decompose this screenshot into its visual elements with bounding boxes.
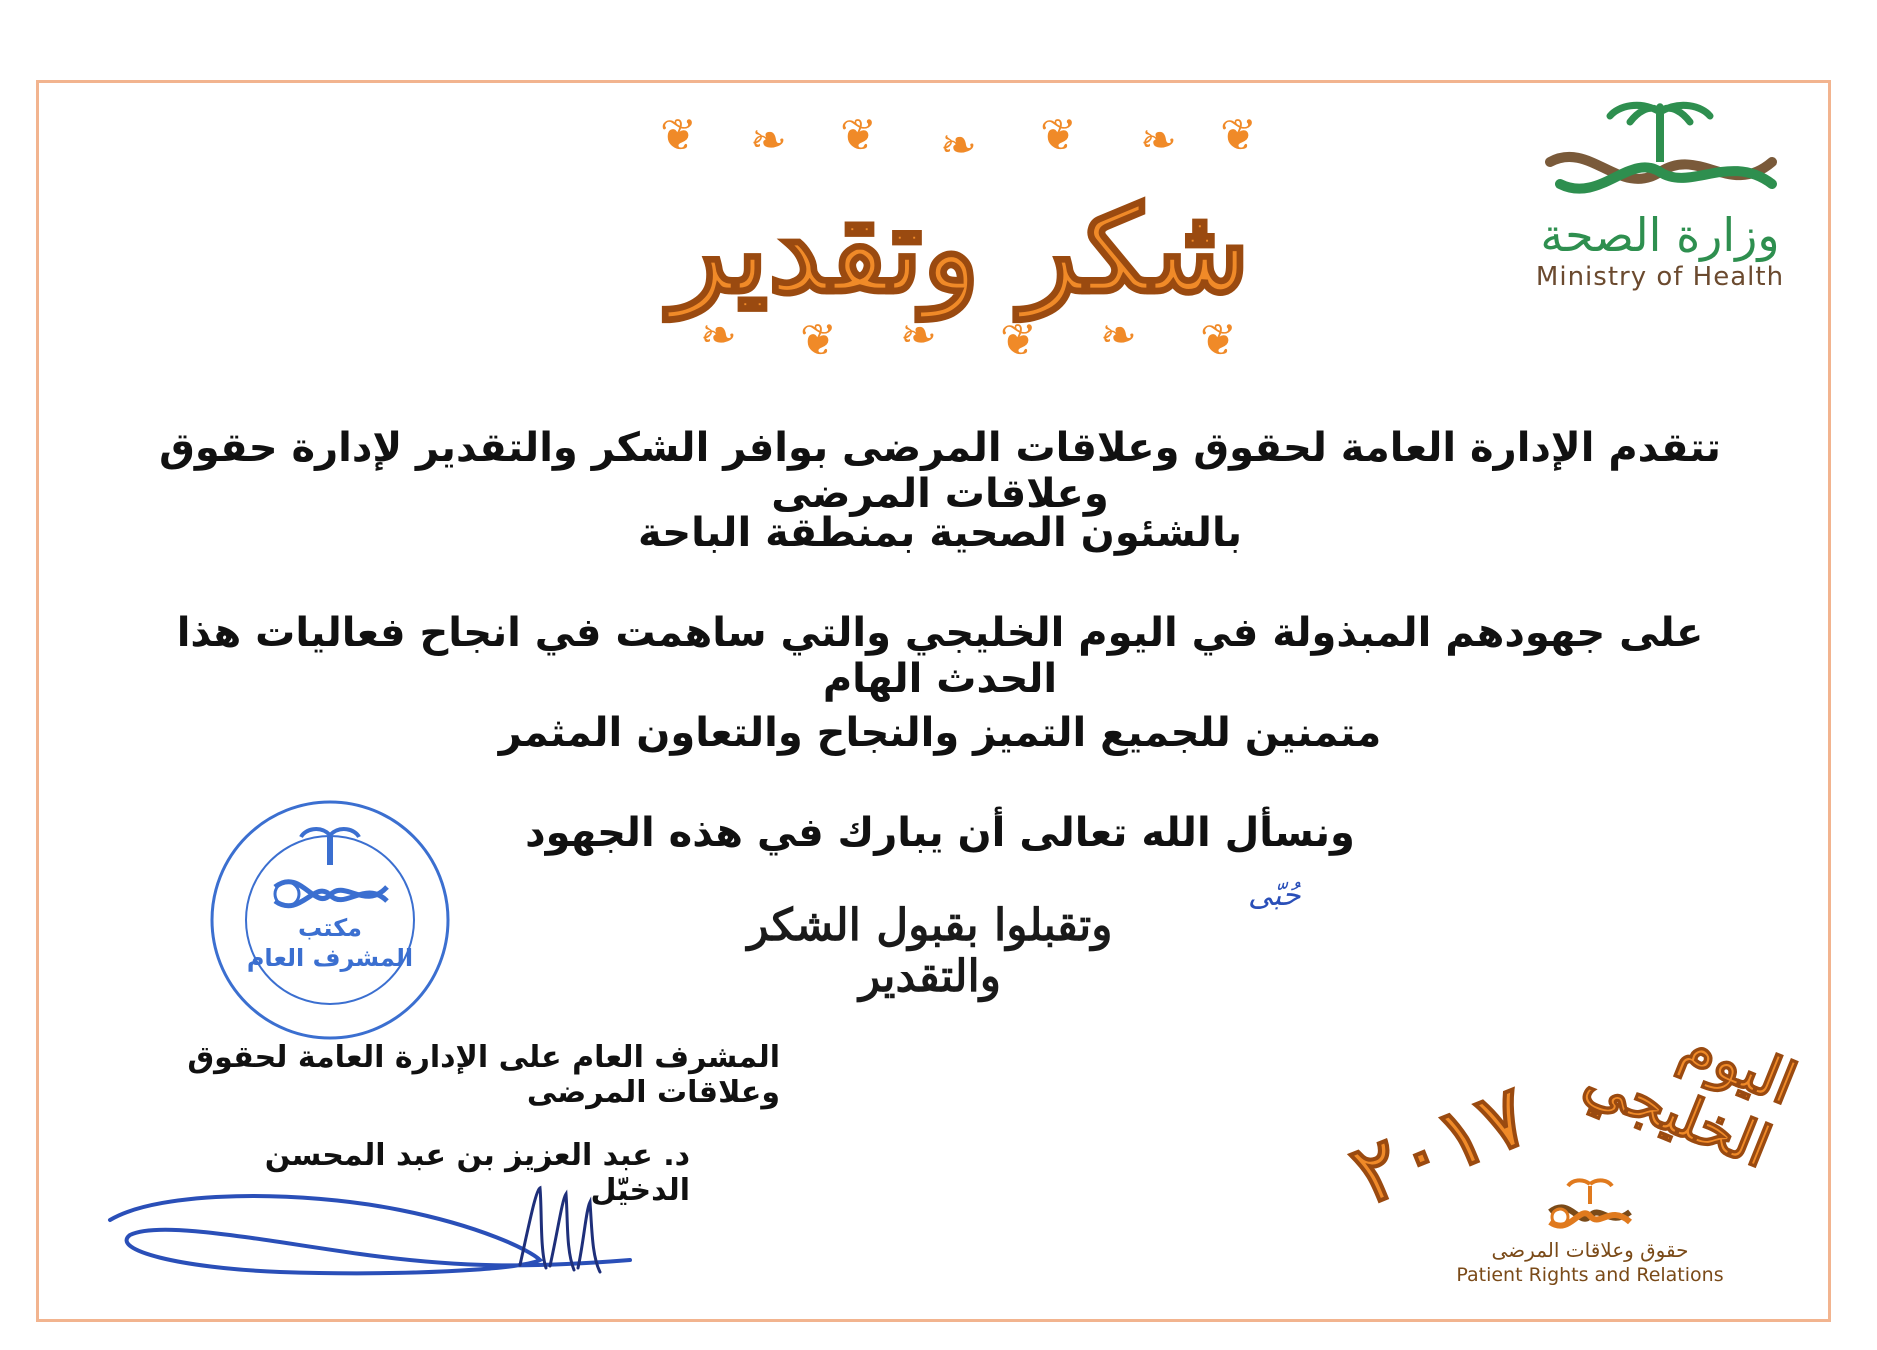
body-line-2: بالشئون الصحية بمنطقة الباحة [638, 510, 1242, 556]
flourish-ornament-icon: ❦ [1000, 315, 1037, 366]
flourish-ornament-icon: ❦ [660, 110, 697, 161]
closing-phrase: وتقبلوا بقبول الشكر والتقدير [747, 900, 1113, 1002]
flourish-ornament-icon: ❧ [900, 310, 937, 361]
flourish-ornament-icon: ❧ [1140, 115, 1177, 166]
flourish-ornament-icon: ❦ [840, 110, 877, 161]
patient-rights-emblem-icon [1440, 1178, 1740, 1238]
certificate-title [640, 110, 1280, 366]
flourish-ornament-icon: ❦ [1220, 110, 1257, 161]
handwritten-initials: ﺣُﺒّﻰ [1248, 878, 1301, 913]
signatory-name: د. عبد العزيز بن عبد المحسن الدخيّل [264, 1138, 690, 1208]
body-line-4: متمنين للجميع التميز والنجاح والتعاون المثمر [498, 710, 1382, 756]
gulf-day-emblem [1320, 1000, 1806, 1225]
flourish-ornament-icon: ❦ [1200, 315, 1237, 366]
body-line-5: ونسأل الله تعالى أن يبارك في هذه الجهود [525, 810, 1355, 856]
palm-swords-emblem-icon [1500, 100, 1820, 210]
patient-rights-english: Patient Rights and Relations [1456, 1264, 1724, 1286]
flourish-ornament-icon: ❧ [940, 120, 977, 171]
patient-rights-logo [1440, 1178, 1740, 1288]
gulf-day-year: ٢٠١٧ [1337, 1064, 1543, 1225]
flourish-ornament-icon: ❦ [1040, 110, 1077, 161]
flourish-ornament-icon: ❦ [800, 315, 837, 366]
official-stamp [205, 795, 455, 1045]
flourish-ornament-icon: ❧ [700, 310, 737, 361]
handwritten-signature [100, 1180, 660, 1290]
flourish-ornament-icon: ❧ [1100, 310, 1137, 361]
signatory-title: المشرف العام على الإدارة العامة لحقوق وعلاقات المرضى [187, 1040, 780, 1110]
ministry-name-english: Ministry of Health [1535, 262, 1785, 292]
flourish-ornament-icon: ❧ [750, 115, 787, 166]
body-line-3: على جهودهم المبذولة في اليوم الخليجي والتي ساهمت في انجاح فعاليات هذا الحدث الهام [176, 610, 1704, 702]
patient-rights-arabic: حقوق وعلاقات المرضى [1491, 1238, 1689, 1262]
stamp-line-2: المشرف العام [246, 944, 414, 972]
title-thanks-appreciation: شكر وتقدير [670, 180, 1250, 319]
ministry-of-health-logo [1500, 100, 1820, 300]
stamp-line-1: مكتب [297, 914, 363, 942]
stamp-office-label [205, 913, 455, 973]
gulf-day-label: اليوم الخليجي [1574, 1011, 1806, 1182]
ministry-name-arabic: وزارة الصحة [1540, 208, 1780, 262]
body-line-1: تتقدم الإدارة العامة لحقوق وعلاقات المرضى بوافر الشكر والتقدير لإدارة حقوق وعلاقات المرضى [159, 425, 1721, 517]
